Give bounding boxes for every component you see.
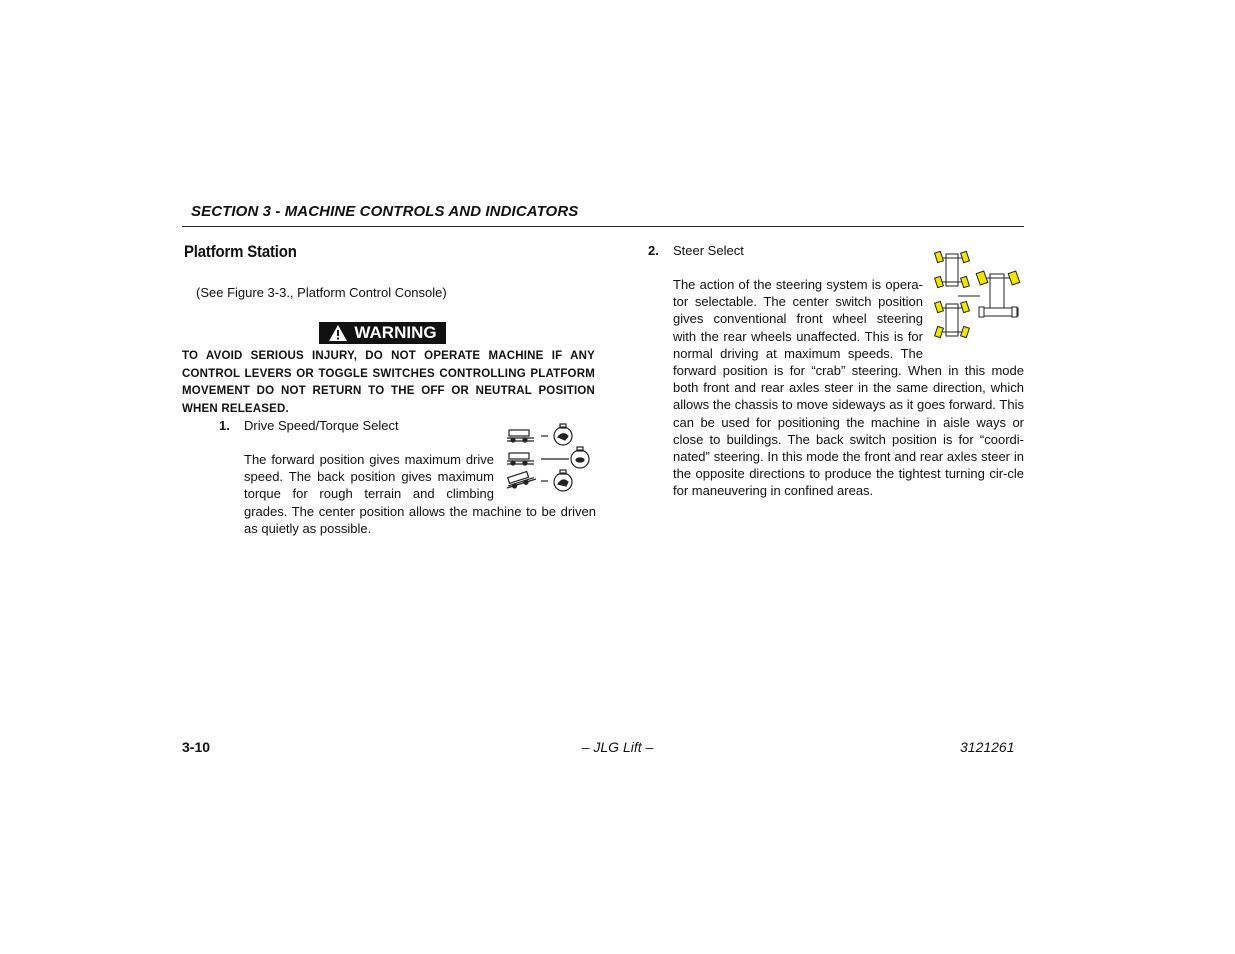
warning-banner <box>319 322 446 344</box>
footer-brand: – JLG Lift – <box>581 739 654 755</box>
item-1-body-wrapped <box>244 451 494 503</box>
figure-reference: (See Figure 3-3., Platform Control Console) <box>196 285 447 300</box>
item-1-body-rest: grades. The center position allows the machine to be driven as quietly as possible. <box>244 504 596 537</box>
page-heading: Platform Station <box>184 242 297 261</box>
drive-speed-torque-icon <box>504 422 594 496</box>
header-rule <box>182 226 1024 227</box>
page-number: 3-10 <box>182 739 211 755</box>
item-2-body-line: The action of the steering system is opera- <box>673 277 923 292</box>
item-2-body-line: with the rear wheels unaffected. This is for <box>673 328 923 344</box>
item-1-body-line: The forward position gives maximum drive <box>244 452 494 467</box>
section-title: SECTION 3 - MACHINE CONTROLS AND INDICATORS <box>191 203 579 220</box>
item-1-body-line: speed. The back position gives maximum <box>244 469 494 485</box>
item-1-number: 1. <box>219 418 230 433</box>
warning-text: TO AVOID SERIOUS INJURY, DO NOT OPERATE MACHINE IF ANY CONTROL LEVERS OR TOGGLE SWITCHES CONTROLLING PLATFORM MOVEMENT DO NOT RETURN TO THE OFF OR NEUTRAL POSITION WHEN RELEASED. <box>182 350 595 415</box>
item-1-body-line: torque for rough terrain and climbing <box>244 486 494 502</box>
item-2-body-rest: forward position is for “crab” steering. When in this mode both front and rear axles steer in the same direction, which allows the chassis to move sideways as it goes forward. This can be used for positioning the machine in aisle ways or close to buildings. The back switch position is for “coordi-nated” steering. In this mode the front and rear axles steer in the opposite directions to produce the tightest turning cir-cle for maneuvering in confined areas. <box>673 363 1024 499</box>
item-2-body-line: gives conventional front wheel steering <box>673 311 923 327</box>
document-number: 3121261 <box>960 739 1015 755</box>
warning-triangle-icon <box>328 324 348 342</box>
item-1-title: Drive Speed/Torque Select <box>244 418 399 433</box>
item-2-body-line: normal driving at maximum speeds. The <box>673 345 923 361</box>
item-2-title: Steer Select <box>673 243 744 258</box>
item-2-body-wrapped <box>673 276 923 362</box>
item-2-body-line: tor selectable. The center switch position <box>673 294 923 310</box>
item-2-number: 2. <box>648 243 659 258</box>
warning-label: WARNING <box>354 323 437 342</box>
steer-select-icon <box>932 248 1024 344</box>
